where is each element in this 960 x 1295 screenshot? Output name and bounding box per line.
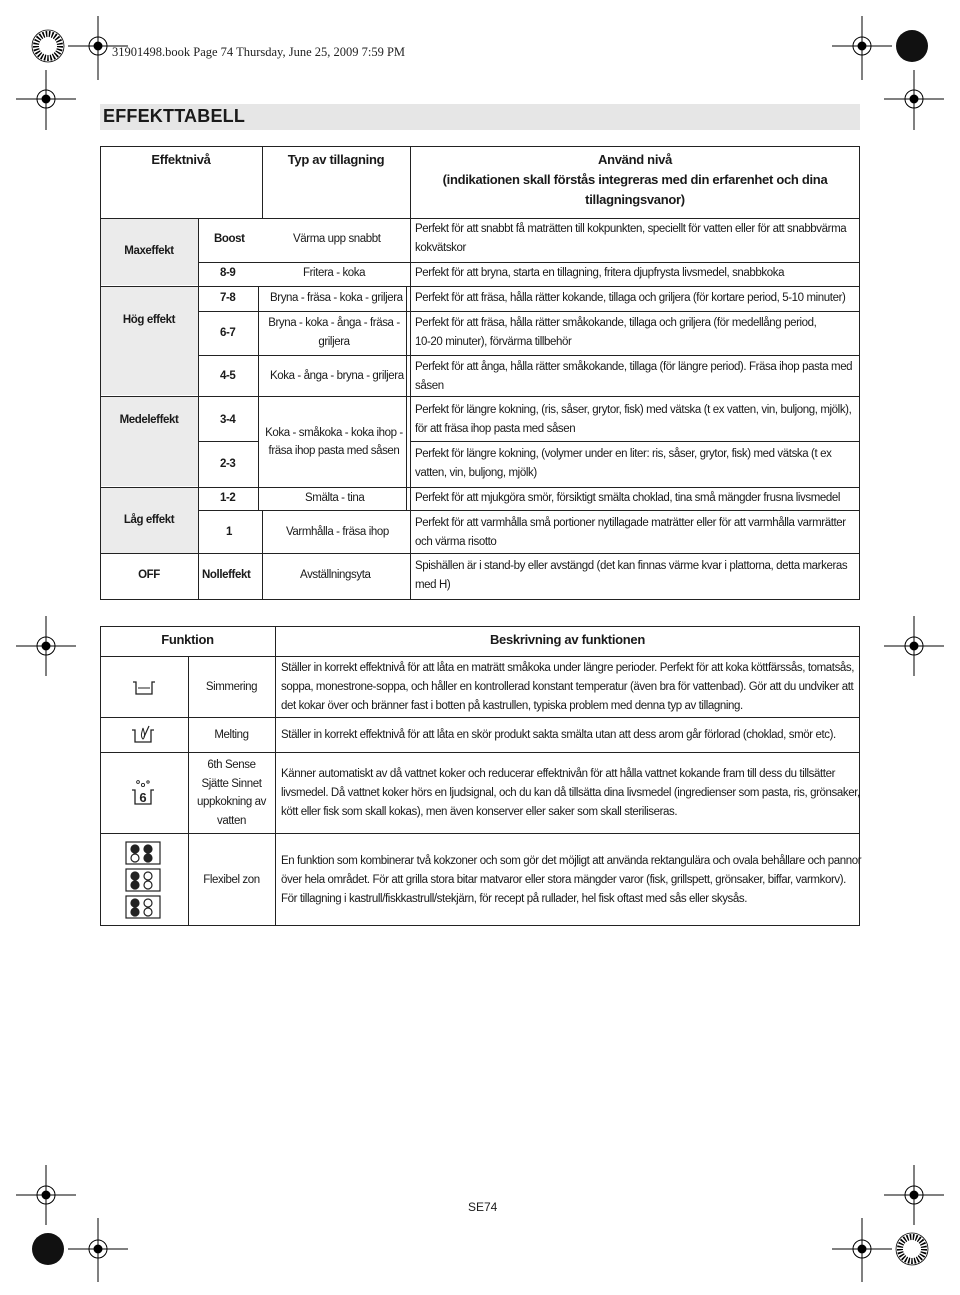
type-6-7-1: Bryna - koka - ånga - fräsa - (268, 317, 400, 329)
func-flex-desc-1: En funktion som kombinerar två kokzoner och som gör det möjligt att använda rektangulära och ovala behållare och pannor (281, 855, 862, 867)
func-simmering-name: Simmering (205, 681, 258, 693)
type-8-9: Fritera - koka (303, 267, 366, 279)
type-1-2: Smälta - tina (305, 492, 365, 504)
header-typ: Typ av tillagning (287, 152, 385, 167)
sixth-sense-boil-icon (131, 779, 157, 807)
level-1-2: 1-2 (220, 492, 236, 504)
group-label-max: Maxeffekt (124, 245, 174, 257)
func-flex-desc-3: För tillagning i kastrull/fiskkastrull/stekjärn, för recept på rullader, hel fisk oftast med sås eller skysås. (281, 893, 748, 905)
simmering-pot-icon (132, 679, 156, 697)
level-boost: Boost (214, 233, 245, 245)
func-melting-name: Melting (214, 729, 249, 741)
group-label-off: OFF (138, 569, 160, 581)
print-header: 31901498.book Page 74 Thursday, June 25, 2009 7:59 PM (112, 45, 406, 59)
use-7-8: Perfekt för att fräsa, hålla rätter kokande, tillaga och griljera (för kortare period, 5-10 minuter) (415, 292, 846, 304)
header-effektniva: Effektnivå (151, 152, 211, 167)
use-4-5-1: Perfekt för att ånga, hålla rätter småkokande, tillaga (för längre period). Fräsa ihop pasta med (415, 361, 853, 373)
type-6-7-2: griljera (318, 336, 350, 348)
page-title: EFFEKTTABELL (103, 106, 246, 126)
use-2-3-1: Perfekt för längre kokning, (volymer under en liter: ris, såser, grytor, fisk) med vätska (t ex (415, 448, 832, 460)
func-6th-desc-1: Känner automatiskt av då vattnet koker och reducerar effektnivån för att hålla vattnet kokande fram till dess du tillsätter (281, 768, 836, 780)
header-beskrivning: Beskrivning av funktionen (489, 632, 646, 647)
group-label-hog: Hög effekt (122, 314, 176, 326)
use-8-9: Perfekt för att bryna, starta en tillagning, fritera djupfrysta livsmedel, snabbkoka (415, 267, 785, 279)
flexible-zone-icon (125, 841, 165, 919)
func-6th-name-2: Sjätte Sinnet (201, 778, 262, 790)
group-label-medel: Medeleffekt (119, 414, 179, 426)
type-boost: Värma upp snabbt (293, 233, 381, 245)
svg-text:6: 6 (139, 790, 147, 805)
group-shade-hog (101, 287, 198, 395)
type-nolleffekt: Avställningsyta (300, 569, 371, 581)
use-nolleffekt-2: med H) (415, 579, 451, 591)
func-flex-name: Flexibel zon (203, 874, 260, 886)
func-6th-desc-2: livsmedel. Då vattnet koker hörs en ljudsignal, och du kan då tillsätta dina livsmedel (ingredienser som pasta, ris, grönsaker, (281, 787, 860, 799)
level-nolleffekt: Nolleffekt (202, 569, 251, 581)
func-6th-name-1: 6th Sense (207, 759, 256, 771)
level-2-3: 2-3 (220, 458, 236, 470)
header-anvand-1: Använd nivå (598, 152, 672, 167)
header-anvand-3: tillagningsvanor) (585, 192, 685, 207)
page-number: SE74 (468, 1200, 498, 1214)
group-label-lag: Låg effekt (123, 514, 175, 526)
use-3-4-2: för att fräsa ihop pasta med såsen (415, 423, 576, 435)
use-1-1: Perfekt för att varmhålla små portioner nytillagade maträtter eller för att varmhålla varmrätter (415, 517, 846, 529)
use-2-3-2: vatten, vin, buljong, mjölk) (415, 467, 537, 479)
level-3-4: 3-4 (220, 414, 236, 426)
use-1-2: Perfekt för att mjukgöra smör, försiktigt smälta choklad, tina små mängder frusna livsmedel (415, 492, 841, 504)
level-6-7: 6-7 (220, 327, 236, 339)
use-6-7-2: 10-20 minuter), förvärma tillbehör (415, 336, 572, 348)
func-6th-name-4: vatten (217, 815, 246, 827)
func-simmering-desc-1: Ställer in korrekt effektnivå för att låta en maträtt småkoka under längre perioder. Perfekt för att koka köttfärssås, tomatsås, (281, 662, 855, 674)
func-simmering-desc-2: soppa, monestrone-soppa, och håller en kontrollerad konstant temperatur (även bra för vattenbad). Gör att du undviker att (281, 681, 854, 693)
level-8-9: 8-9 (220, 267, 236, 279)
use-1-2-line: och värma risotto (415, 536, 497, 548)
type-4-5: Koka - ånga - bryna - griljera (270, 370, 404, 382)
use-6-7-1: Perfekt för att fräsa, hålla rätter småkokande, tillaga och griljera (för medellång period, (415, 317, 817, 329)
type-3-4-2-3-1: Koka - småkoka - koka ihop - (265, 427, 403, 439)
func-melting-desc-1: Ställer in korrekt effektnivå för att låta en skör produkt sakta smälta utan att dess arom går förlorad (choklad, smör etc). (281, 729, 836, 741)
type-1: Varmhålla - fräsa ihop (286, 526, 389, 538)
level-4-5: 4-5 (220, 370, 236, 382)
func-simmering-desc-3: det kokar över och bränner fast i botten på kastrullen, typiska problem med denna typ av tillagning. (281, 700, 743, 712)
use-nolleffekt-1: Spishällen är i stand-by eller avstängd (det kan finnas värme kvar i plattorna, detta markeras (415, 560, 848, 572)
use-boost-1: Perfekt för att snabbt få maträtten till kokpunkten, speciellt för vatten eller för att snabbvärma (415, 223, 847, 235)
use-3-4-1: Perfekt för längre kokning, (ris, såser, grytor, fisk) med vätska (t ex vatten, vin, buljong, mjölk), (415, 404, 852, 416)
melting-pot-icon (131, 725, 157, 745)
func-flex-desc-2: över hela området. För att grilla stora bitar matvaror eller stora mängder varor (fisk, grillspett, grönsaker, biffar, varmkorv). (281, 874, 846, 886)
level-7-8: 7-8 (220, 292, 236, 304)
use-boost-2: kokvätskor (415, 242, 466, 254)
type-7-8: Bryna - fräsa - koka - griljera (270, 292, 403, 304)
func-6th-desc-3: kött eller fisk som skall kokas), men även konserver eller saker som skall steriliseras. (281, 806, 678, 818)
use-4-5-2: såsen (415, 380, 444, 392)
header-funktion: Funktion (161, 632, 214, 647)
level-1: 1 (226, 526, 232, 538)
func-6th-name-3: uppkokning av (197, 796, 266, 808)
header-anvand-2: (indikationen skall förstås integreras med din erfarenhet och dina (442, 172, 828, 187)
type-3-4-2-3-2: fräsa ihop pasta med såsen (268, 445, 400, 457)
